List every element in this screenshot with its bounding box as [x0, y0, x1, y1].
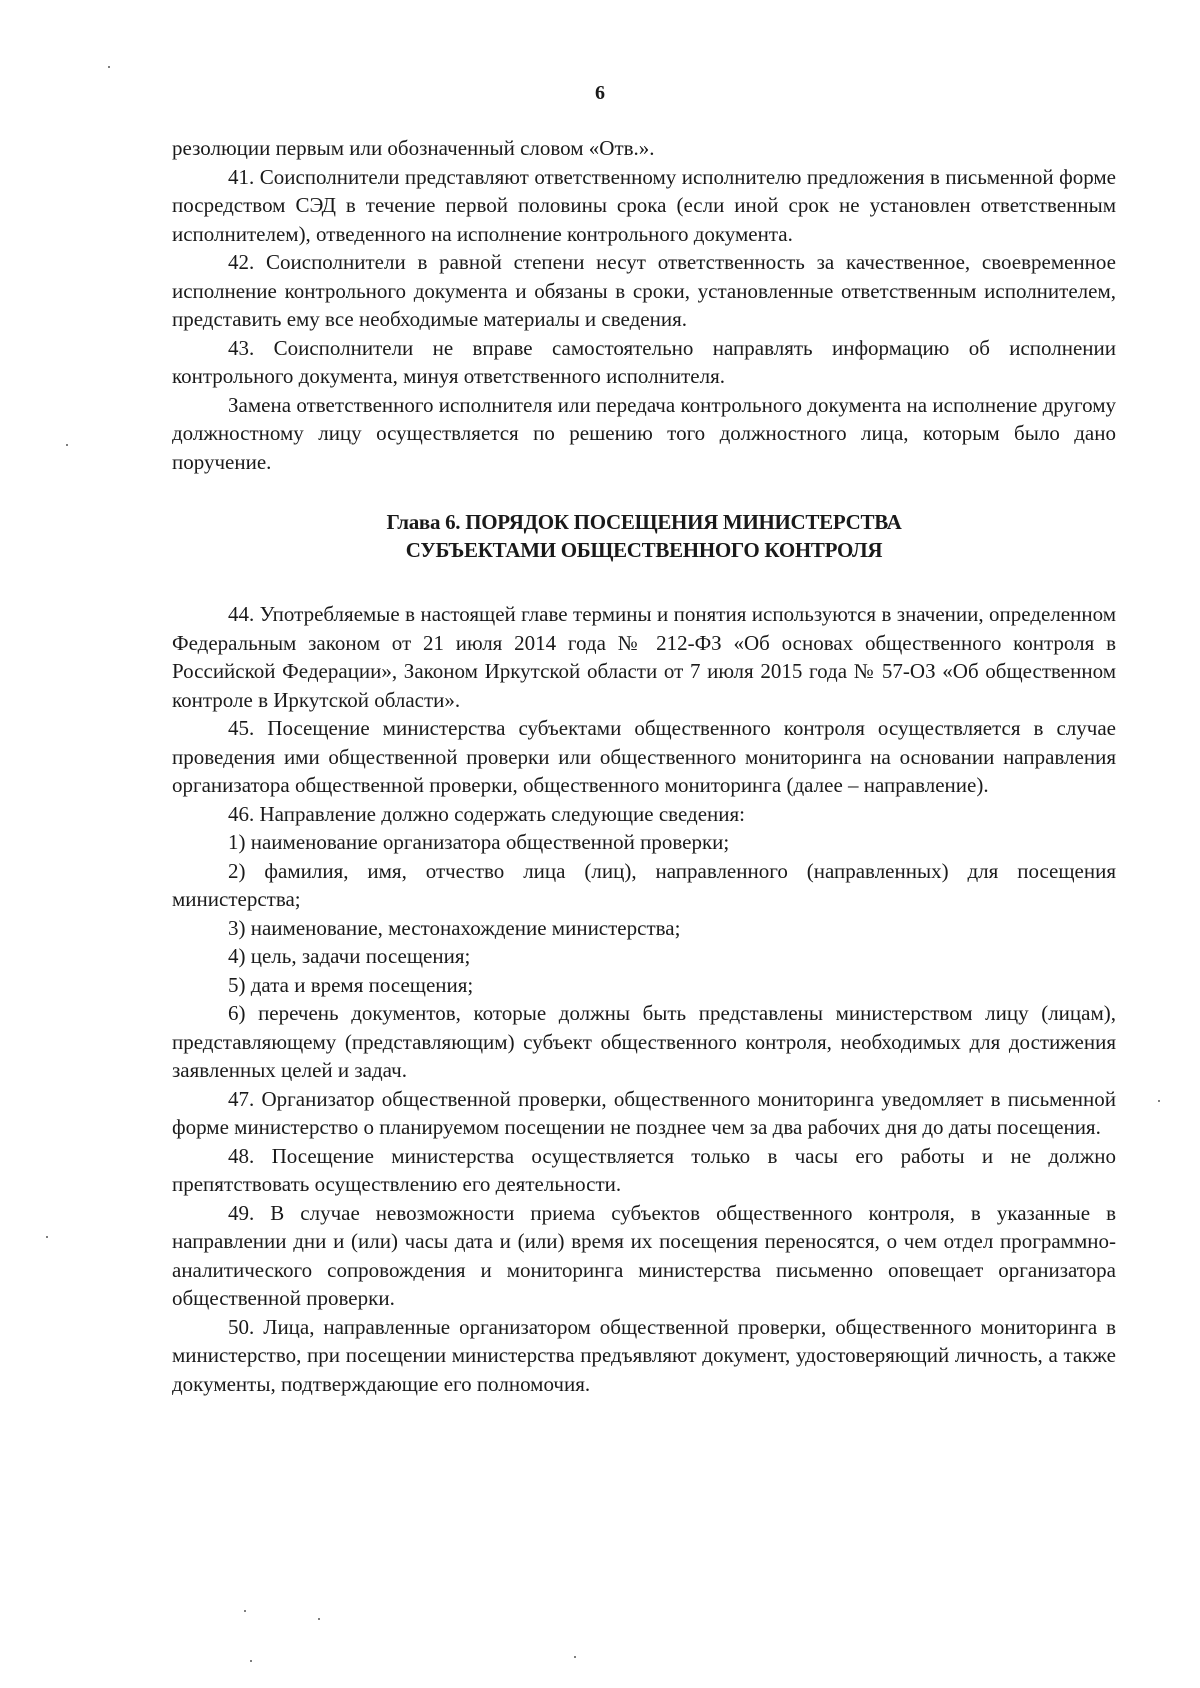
list-item-3: 3) наименование, местонахождение министерства;: [228, 915, 681, 940]
scan-speck: [318, 1618, 320, 1620]
chapter-title: [172, 508, 1116, 564]
list-item-4: 4) цель, задачи посещения;: [228, 944, 471, 968]
scan-speck: [46, 1236, 48, 1238]
paragraph-47: 47. Организатор общественной проверки, общественного мониторинга уведомляет в письменной форме министерство о планируемом посещении не позднее чем за два рабочих дня до даты посещения.: [172, 1086, 1116, 1139]
paragraph-48: 48. Посещение министерства осуществляется только в часы его работы и не должно препятствовать осуществлению его деятельности.: [172, 1143, 1116, 1196]
paragraph-replacement: Замена ответственного исполнителя или передача контрольного документа на исполнение другому должностному лицу осуществляется по решению того должностного лица, которым было дано поручение.: [172, 392, 1116, 474]
paragraph-50: 50. Лица, направленные организатором общественной проверки, общественного мониторинга в министерство, при посещении министерства предъявляют документ, удостоверяющий личность, а также документы, подтверждающие его полномочия.: [172, 1314, 1116, 1396]
paragraph-44: 44. Употребляемые в настоящей главе термины и понятия используются в значении, определенном Федеральным законом от 21 июля 2014 года № 212-ФЗ «Об основах общественного контроля в Российской Федерации», Законом Иркутской области от 7 июля 2015 года № 57-ОЗ «Об общественном контроле в Иркутской области».: [172, 602, 1116, 712]
paragraph-45: 45. Посещение министерства субъектами общественного контроля осуществляется в случае проведения ими общественной проверки или общественного мониторинга на основании направления организатора общественной проверки, общественного мониторинга (далее – направление).: [172, 716, 1116, 797]
list-item-5: 5) дата и время посещения;: [228, 972, 474, 997]
paragraph-continuation: резолюции первым или обозначенный словом «Отв.».: [172, 136, 655, 160]
scan-speck: [244, 1610, 246, 1612]
paragraph-49: 49. В случае невозможности приема субъектов общественного контроля, в указанные в направлении дни и (или) часы дата и (или) время их посещения переносятся, о чем отдел программно-аналитического сопровождения и мониторинга министерства письменно оповещает организатора общественной проверки.: [172, 1200, 1116, 1310]
chapter-title-line-2: СУБЪЕКТАМИ ОБЩЕСТВЕННОГО КОНТРОЛЯ: [405, 538, 883, 562]
paragraph-42: 42. Соисполнители в равной степени несут ответственность за качественное, своевременное исполнение контрольного документа и обязаны в сроки, установленные ответственным исполнителем, представить ему все необходимые материалы и сведения.: [172, 250, 1116, 331]
scan-speck: [250, 1660, 252, 1662]
paragraph-43: 43. Соисполнители не вправе самостоятельно направлять информацию об исполнении контрольного документа, минуя ответственного исполнителя.: [172, 335, 1116, 388]
list-item-6: 6) перечень документов, которые должны быть представлены министерством лицу (лицам), представляющему (представляющим) субъект общественного контроля, необходимых для достижения заявленных целей и задач.: [172, 1001, 1116, 1082]
scan-speck: [108, 66, 110, 68]
page-number: 6: [595, 82, 605, 104]
scan-speck: [66, 444, 68, 446]
scan-speck: [1158, 1100, 1160, 1102]
chapter-title-line-1: Глава 6. ПОРЯДОК ПОСЕЩЕНИЯ МИНИСТЕРСТВА: [386, 510, 902, 534]
document-body: [172, 134, 1116, 1398]
paragraph-46: 46. Направление должно содержать следующие сведения:: [228, 801, 745, 826]
list-item-1: 1) наименование организатора общественной проверки;: [228, 830, 730, 854]
scan-speck: [574, 1656, 576, 1658]
paragraph-41: 41. Соисполнители представляют ответственному исполнителю предложения в письменной форме посредством СЭД в течение первой половины срока (если иной срок не установлен ответственным исполнителем), отведенного на исполнение контрольного документа.: [172, 164, 1116, 246]
list-item-2: 2) фамилия, имя, отчество лица (лиц), направленного (направленных) для посещения министерства;: [172, 858, 1116, 911]
